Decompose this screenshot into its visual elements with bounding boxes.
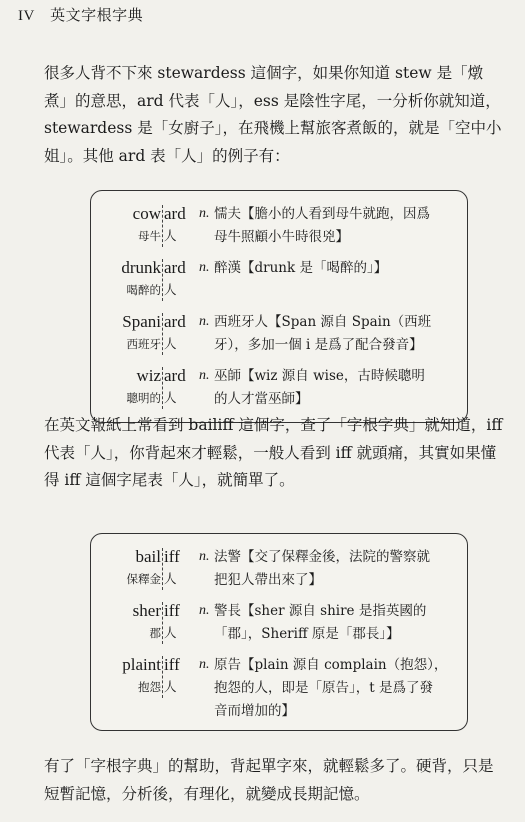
part-of-speech: n. xyxy=(199,260,210,275)
stem-gloss: 郡 xyxy=(149,626,161,640)
bailiff-paragraph: 在英文報紙上常看到 bailiff 這個字，查了「字根字典」就知道，iff 代表「人」，你背起來才輕鬆，一般人看到 iff 就頭痛，其實如果懂得 iff 這個字尾表「人」，就簡單了。 xyxy=(44,416,503,489)
word-suffix: iff xyxy=(164,547,180,566)
word-stem: sher xyxy=(132,601,161,620)
part-of-speech: n. xyxy=(199,368,210,383)
definition-line: 西班牙人【Span 源自 Spain（西班 xyxy=(214,314,432,330)
stem-gloss: 喝醉的 xyxy=(126,283,161,297)
definition-line: 法警【交了保釋金後，法院的警察就 xyxy=(214,549,430,565)
stem-divider xyxy=(162,259,163,301)
definition-line: 牙），多加一個 i 是爲了配合發音】 xyxy=(214,337,423,353)
word-stem: Spani xyxy=(122,312,161,331)
stem-gloss: 母牛 xyxy=(138,229,161,243)
book-title: 英文字根字典 xyxy=(50,6,144,24)
definition-line: 醉漢【drunk 是「喝醉的」】 xyxy=(214,260,388,276)
word-suffix: iff xyxy=(164,655,180,674)
definition-line: 的人才當巫師】 xyxy=(214,391,309,407)
word-suffix: ard xyxy=(164,366,186,385)
definition-line: 懦夫【膽小的人看到母牛就跑，因爲 xyxy=(214,206,430,222)
definition-line: 抱怨的人，即是「原告」，t 是爲了發 xyxy=(214,680,433,696)
stem-gloss: 西班牙 xyxy=(126,337,161,351)
running-header xyxy=(18,4,143,25)
suffix-gloss: 人 xyxy=(164,336,177,351)
definition-line: 音而增加的】 xyxy=(214,703,295,719)
page-number: IV xyxy=(18,8,35,24)
stem-divider xyxy=(162,367,163,409)
suffix-gloss: 人 xyxy=(164,625,177,640)
ard-examples-box xyxy=(90,190,468,423)
suffix-gloss: 人 xyxy=(164,228,177,243)
definition-line: 母牛照顧小牛時很兇】 xyxy=(214,229,349,245)
stem-divider xyxy=(162,602,163,644)
suffix-gloss: 人 xyxy=(164,282,177,297)
stem-gloss: 聰明的 xyxy=(126,391,161,405)
iff-examples-box xyxy=(90,533,468,731)
word-suffix: ard xyxy=(164,258,186,277)
word-stem: plaint xyxy=(122,655,161,674)
definition-line: 原告【plain 源自 complain（抱怨）， xyxy=(214,657,448,673)
part-of-speech: n. xyxy=(199,314,210,329)
part-of-speech: n. xyxy=(199,603,210,618)
word-suffix: ard xyxy=(164,312,186,331)
definition-line: 警長【sher 源自 shire 是指英國的 xyxy=(214,603,427,619)
stem-divider xyxy=(162,205,163,247)
stem-divider xyxy=(162,656,163,698)
part-of-speech: n. xyxy=(199,657,210,672)
part-of-speech: n. xyxy=(199,206,210,221)
suffix-gloss: 人 xyxy=(164,390,177,405)
suffix-gloss: 人 xyxy=(164,679,177,694)
part-of-speech: n. xyxy=(199,549,210,564)
word-suffix: iff xyxy=(164,601,180,620)
word-suffix: ard xyxy=(164,204,186,223)
suffix-gloss: 人 xyxy=(164,571,177,586)
definition-line: 「郡」，Sheriff 原是「郡長」】 xyxy=(214,626,400,642)
stem-gloss: 保釋金 xyxy=(126,572,161,586)
definition-line: 巫師【wiz 源自 wise，古時候聰明 xyxy=(214,368,425,384)
word-stem: wiz xyxy=(136,366,161,385)
intro-paragraph: 很多人背不下來 stewardess 這個字，如果你知道 stew 是「燉煮」的意思，ard 代表「人」，ess 是陰性字尾，一分析你就知道，stewardess 是「女廚子」，在飛機上幫旅客煮飯的，就是「空中小姐」。其他 ard 表「人」的例子有： xyxy=(44,64,502,165)
word-stem: cow xyxy=(132,204,161,223)
word-stem: bail xyxy=(135,547,161,566)
word-stem: drunk xyxy=(121,258,161,277)
stem-gloss: 抱怨 xyxy=(138,680,161,694)
closing-paragraph: 有了「字根字典」的幫助，背起單字來，就輕鬆多了。硬背，只是短暫記憶，分析後，有理化，就變成長期記憶。 xyxy=(44,757,494,803)
stem-divider xyxy=(162,548,163,590)
stem-divider xyxy=(162,313,163,355)
definition-line: 把犯人帶出來了】 xyxy=(214,572,322,588)
